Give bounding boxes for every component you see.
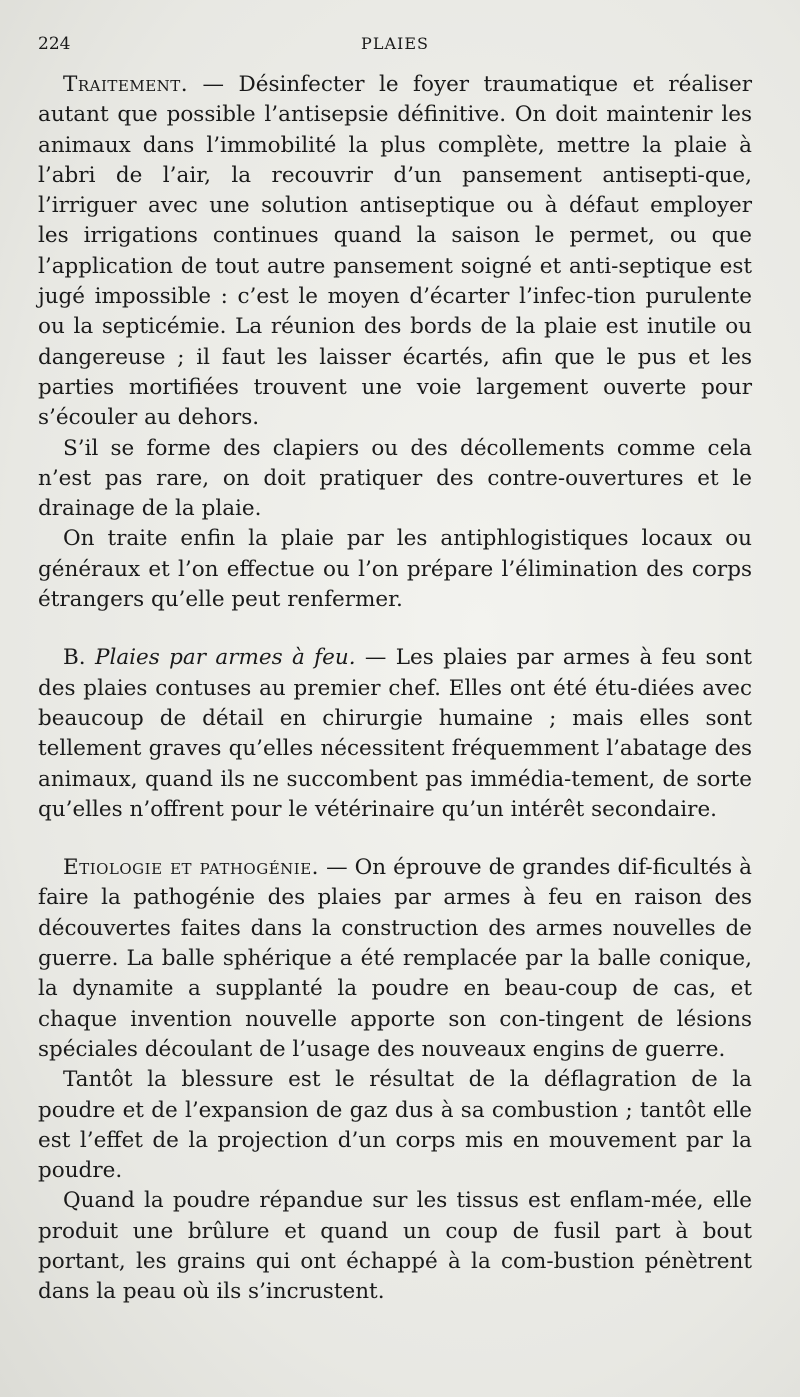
page-number: 224 <box>38 34 71 54</box>
paragraph-poudre: Quand la poudre répandue sur les tissus est enflam-mée, elle produit une brûlure et quand un coup de fusil part à bout portant, les grains qui ont échappé à la com-bustion pénètrent dans la peau où ils s’incrustent. <box>38 1188 752 1305</box>
paragraph-text: — On éprouve de grandes dif-ficultés à faire la pathogénie des plaies par armes à feu en raison des découvertes faites dans la construction des armes nouvelles de guerre. La balle sphérique a été remplacée par la balle conique, la dynamite a supplanté la poudre en beau-coup de cas, et chaque invention nouvelle apporte son con-tingent de lésions spéciales découlant de l’usage des nouveaux engins de guerre. <box>38 855 752 1062</box>
paragraph-etiologie <box>38 853 752 1065</box>
paragraph-antiphlogistiques: On traite enfin la plaie par les antiphlogistiques locaux ou généraux et l’on effectue ou l’on prépare l’élimination des corps étrangers qu’elle peut renfermer. <box>38 526 752 613</box>
running-title: PLAIES <box>361 34 429 53</box>
paragraph-traitement <box>38 70 752 434</box>
section-heading-plaies-armes-feu: Plaies par armes à feu. <box>95 645 356 671</box>
paragraph-clapiers: S’il se forme des clapiers ou des décollements comme cela n’est pas rare, on doit pratiquer des contre-ouvertures et le drainage de la plaie. <box>38 435 752 522</box>
page-header <box>38 32 752 62</box>
paragraph-text: — Les plaies par armes à feu sont des plaies contuses au premier chef. Elles ont été étu-diées avec beaucoup de détail en chirurgie humaine ; mais elles sont tellement graves qu’elles nécessitent fréquemment l’abatage des animaux, quand ils ne succombent pas immédia-tement, de sorte qu’elles n’offrent pour le vétérinaire qu’un intérêt secondaire. <box>38 645 752 822</box>
section-heading-traitement: Traitement. <box>63 72 189 97</box>
paragraph-text: — Désinfecter le foyer traumatique et réaliser autant que possible l’antisepsie définitive. On doit maintenir les animaux dans l’immobilité la plus complète, mettre la plaie à l’abri de l’air, la recouvrir d’un pansement antisepti-que, l’irriguer avec une solution antiseptique ou à défaut employer les irrigations continues quand la saison le permet, ou que l’application de tout autre pansement soigné et anti-septique est jugé impossible : c’est le moyen d’écarter l’infec-tion purulente ou la septicémie. La réunion des bords de la plaie est inutile ou dangereuse ; il faut les laisser écartés, afin que le pus et les parties mortifiées trouvent une voie largement ouverte pour s’écouler au dehors. <box>38 72 752 431</box>
body-text <box>38 70 752 1308</box>
paragraph-plaies-armes-feu <box>38 643 752 825</box>
section-heading-etiologie: Etiologie et pathogénie. <box>63 855 320 881</box>
section-letter: B. <box>63 645 95 671</box>
paragraph-blessure: Tantôt la blessure est le résultat de la déflagration de la poudre et de l’expansion de gaz dus à sa combustion ; tantôt elle est l’effet de la projection d’un corps mis en mouvement par la poudre. <box>38 1067 752 1184</box>
